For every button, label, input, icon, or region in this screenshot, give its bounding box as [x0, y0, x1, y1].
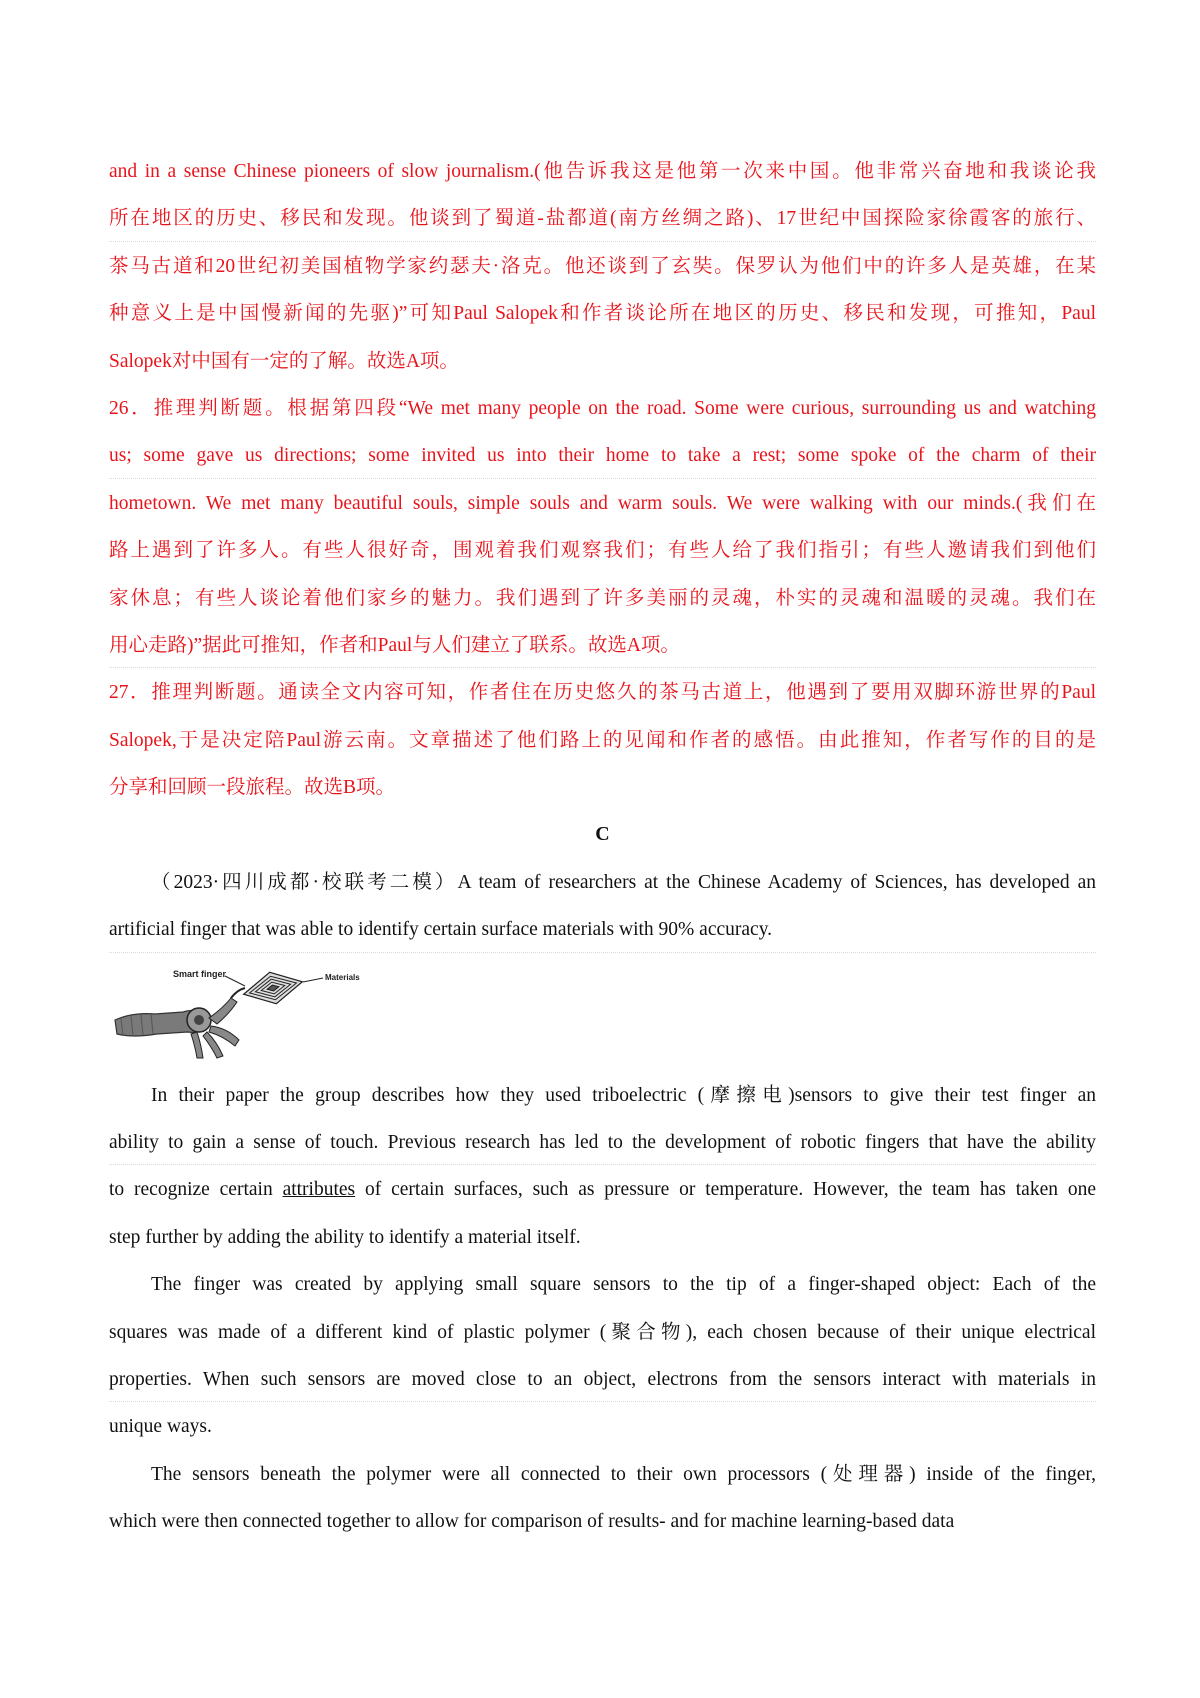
text-line: Salopek对中国有一定的了解。故选A项。 — [109, 350, 459, 372]
text-line: 分享和回顾一段旅程。故选B项。 — [109, 777, 396, 799]
explanation-25-continuation — [109, 148, 1096, 385]
explanation-26 — [109, 385, 1096, 669]
text-line: artificial finger that was able to identify certain surface materials with 90% accuracy. — [109, 906, 1096, 953]
text-line: and in a sense Chinese pioneers of slow journalism.(他告诉我这是他第一次来中国。他非常兴奋地和我谈论我 — [109, 161, 1096, 182]
text-line: （2023·四川成都·校联考二模）A team of researchers at the Chinese Academy of Sciences, has developed an — [151, 871, 1096, 893]
text-line: hometown. We met many beautiful souls, simple souls and warm souls. We were walking with our minds.(我们在 — [109, 492, 1096, 514]
passage-intro — [109, 859, 1096, 954]
artificial-finger-figure — [109, 954, 1096, 1072]
text-line: 路上遇到了许多人。有些人很好奇，围观着我们观察我们；有些人给了我们指引；有些人邀请我们到他们 — [109, 540, 1096, 562]
passage-paragraph-1 — [109, 1072, 1096, 1262]
passage-paragraph-3 — [109, 1451, 1096, 1546]
section-title: C — [595, 823, 610, 846]
text-line: squares was made of a different kind of plastic polymer (聚合物), each chosen because of their unique electrical — [109, 1321, 1096, 1343]
text-line: ability to gain a sense of touch. Previous research has led to the development of robotic fingers that have the ability — [109, 1119, 1096, 1166]
text-line: 家休息；有些人谈论着他们家乡的魅力。我们遇到了许多美丽的灵魂，朴实的灵魂和温暖的灵魂。我们在 — [109, 587, 1096, 609]
text-line: Salopek,于是决定陪Paul游云南。文章描述了他们路上的见闻和作者的感悟。由此推知，作者写作的目的是 — [109, 729, 1096, 751]
figure-label-materials: Materials — [325, 972, 360, 982]
passage-paragraph-2 — [109, 1261, 1096, 1451]
text-line: The finger was created by applying small square sensors to the tip of a finger-shaped object: Each of the — [151, 1274, 1096, 1296]
underlined-word-attributes: attributes — [282, 1179, 356, 1201]
text-line: 26．推理判断题。根据第四段“We met many people on the road. Some were curious, surrounding us and watching — [109, 397, 1096, 419]
explanation-27 — [109, 669, 1096, 811]
text-line: The sensors beneath the polymer were all connected to their own processors (处理器) inside of the finger, — [151, 1463, 1096, 1485]
text-line: which were then connected together to allow for comparison of results- and for machine learning-based data — [109, 1511, 955, 1533]
text-line: step further by adding the ability to identify a material itself. — [109, 1226, 581, 1248]
text-line: 茶马古道和20世纪初美国植物学家约瑟夫·洛克。他还谈到了玄奘。保罗认为他们中的许多人是英雄，在某 — [109, 255, 1096, 277]
text-line: 27．推理判断题。通读全文内容可知，作者住在历史悠久的茶马古道上，他遇到了要用双脚环游世界的Paul — [109, 682, 1096, 704]
figure-label-smart-finger: Smart finger — [173, 968, 227, 979]
text-line: In their paper the group describes how they used triboelectric (摩擦电)sensors to give their test finger an — [151, 1084, 1096, 1106]
text-line: 种意义上是中国慢新闻的先驱)”可知Paul Salopek和作者谈论所在地区的历史、移民和发现，可推知，Paul — [109, 303, 1096, 325]
text-line: properties. When such sensors are moved close to an object, electrons from the sensors interact with materials in — [109, 1356, 1096, 1403]
text-segment: to recognize certain — [109, 1179, 283, 1201]
text-line: 用心走路)”据此可推知，作者和Paul与人们建立了联系。故选A项。 — [109, 622, 1096, 669]
text-line: unique ways. — [109, 1416, 212, 1438]
page-content — [109, 148, 1096, 1546]
text-segment: of certain surfaces, such as pressure or temperature. However, the team has taken one — [355, 1179, 1096, 1201]
text-line — [109, 1166, 1096, 1213]
text-line: 所在地区的历史、移民和发现。他谈到了蜀道-盐都道(南方丝绸之路)、17世纪中国探险家徐霞客的旅行、 — [109, 195, 1096, 242]
text-line: us; some gave us directions; some invited us into their home to take a rest; some spoke of the charm of their — [109, 432, 1096, 479]
smart-finger-illustration — [113, 968, 373, 1060]
